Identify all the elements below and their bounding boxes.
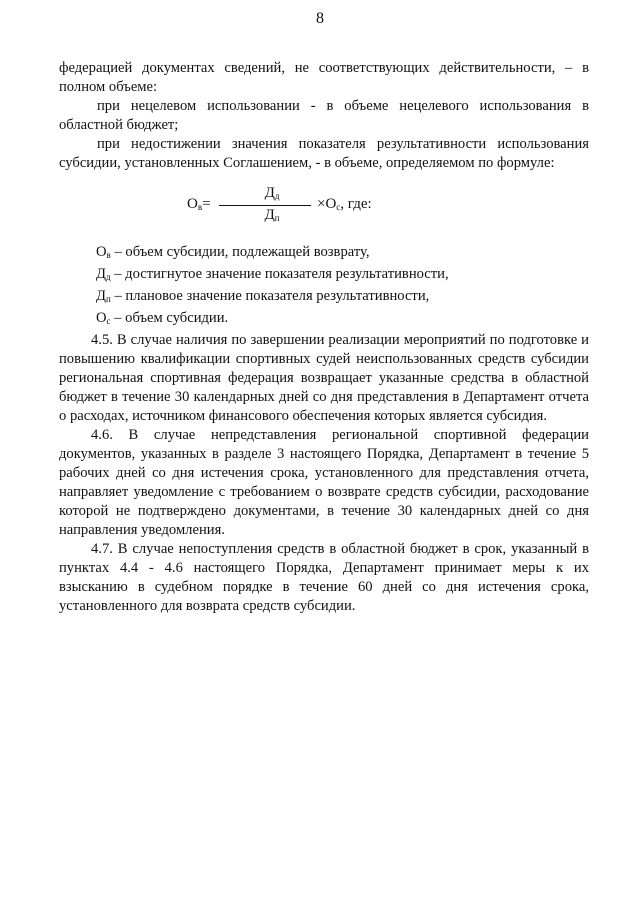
paragraph-4-5: 4.5. В случае наличия по завершении реализации мероприятий по подготовке и повышению квалификации спортивных судей неиспользованных средств субсидии региональная спортивная федерация возвращает указанные средства в областной бюджет в течение 30 календарных дней со дня представления в Департамент отчета о расходах, источником финансового обеспечения которых является субсидия. [59,332,589,424]
paragraph-misuse: при нецелевом использовании - в объеме нецелевого использования в областной бюджет; [59,98,589,133]
paragraph-4-6: 4.6. В случае непредставления региональной спортивной федерации документов, указанных в разделе 3 настоящего Порядка, Департамент в течение 5 рабочих дней со дня истечения срока, установленного для представления отчета, направляет уведомление с требованием о возврате средств субсидии, расходование которой не подтверждено документами, в течение 30 календарных дней со дня направления уведомления. [59,427,589,538]
definition-item: $Д_д$ – достигнутое значение показателя результативности, [96,266,449,282]
paragraph-underperformance: при недостижении значения показателя результативности использования субсидии, установленных Соглашением, - в объеме, определяемом по формуле: [59,136,589,171]
definition-item: $О_в$ – объем субсидии, подлежащей возврату, [96,244,370,260]
definition-item: $Д_п$ – плановое значение показателя результативности, [96,288,430,304]
formula-numerator: $Д_д$ [264,185,280,201]
formula-definitions [96,243,589,331]
definition-item: $О_с$ – объем субсидии. [96,310,229,326]
page-number: 8 [316,10,324,27]
paragraph-continuation: федерацией документах сведений, не соответствующих действительности, – в полном объеме: [59,60,589,95]
formula-denominator: $Д_п$ [264,207,280,223]
formula-rhs: $\times О_с$, где: [317,196,372,212]
formula-fraction [219,184,311,227]
document-body [59,59,589,616]
return-formula [59,181,589,231]
paragraph-4-7: 4.7. В случае непоступления средств в областной бюджет в срок, указанный в пунктах 4.4 - 4.6 настоящего Порядка, Департамент принимает меры к их взысканию в судебном порядке в течение 60 дней со дня истечения срока, установленного для возврата средств субсидии. [59,541,589,614]
formula-lhs: $О_в=$ [187,196,211,212]
